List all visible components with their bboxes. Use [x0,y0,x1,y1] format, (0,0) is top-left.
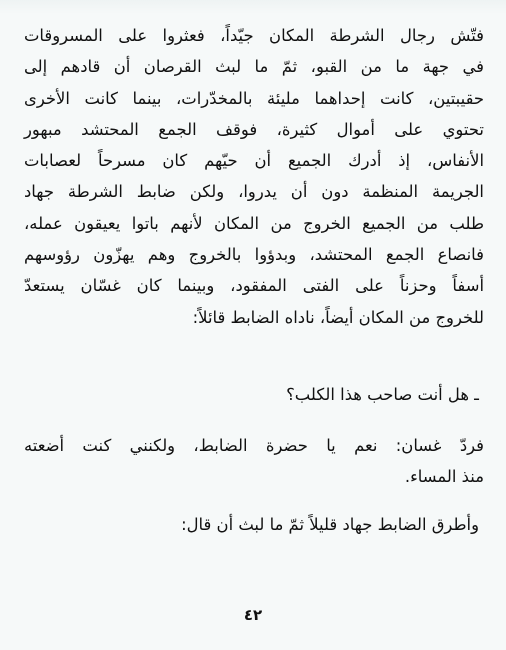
text-line: حقيبتين، كانت إحداهما مليئة بالمخدّرات، بينما كانت الأخرى [24,88,484,108]
text-line: طلب من الجميع الخروج من المكان لأنهم باتوا يعيقون عمله، [24,213,484,233]
text-line: فتّش رجال الشرطة المكان جيّداً، فعثروا على المسروقات [24,26,484,45]
reply-paragraph [24,430,484,492]
closing-paragraph: وأطرق الضابط جهاد قليلاً ثمّ ما لبث أن قال: [181,515,479,534]
text-line: تحتوي على أموال كثيرة، فوقف الجمع المحتشد مبهور [24,119,484,139]
text-line: في جهة ما من القبو، ثمّ ما لبث القرصان أن قادهم إلى [24,57,484,77]
text-line: أسفاً وحزناً على الفتى المفقود، وبينما كان غسّان يستعدّ [24,276,484,296]
text-line: الجريمة المنظمة دون أن يدروا، ولكن ضابط الشرطة جهاد [24,182,484,202]
main-paragraph [24,20,484,333]
dialogue-question: ـ هل أنت صاحب هذا الكلب؟ [286,385,479,404]
text-line: فانصاع الجمع المحتشد، وبدؤوا بالخروج وهم يهزّون رؤوسهم [24,245,484,265]
text-line: الأنفاس، إذ أدرك الجميع أن حيّهم كان مسرحاً لعصابات [24,151,484,171]
text-line: فردّ غسان: نعم يا حضرة الضابط، ولكنني كنت أضعته [24,436,484,455]
text-line: منذ المساء. [404,467,484,486]
page-number: ٤٢ [243,606,263,624]
text-line: للخروج من المكان أيضاً، ناداه الضابط قائلاً: [192,307,484,327]
